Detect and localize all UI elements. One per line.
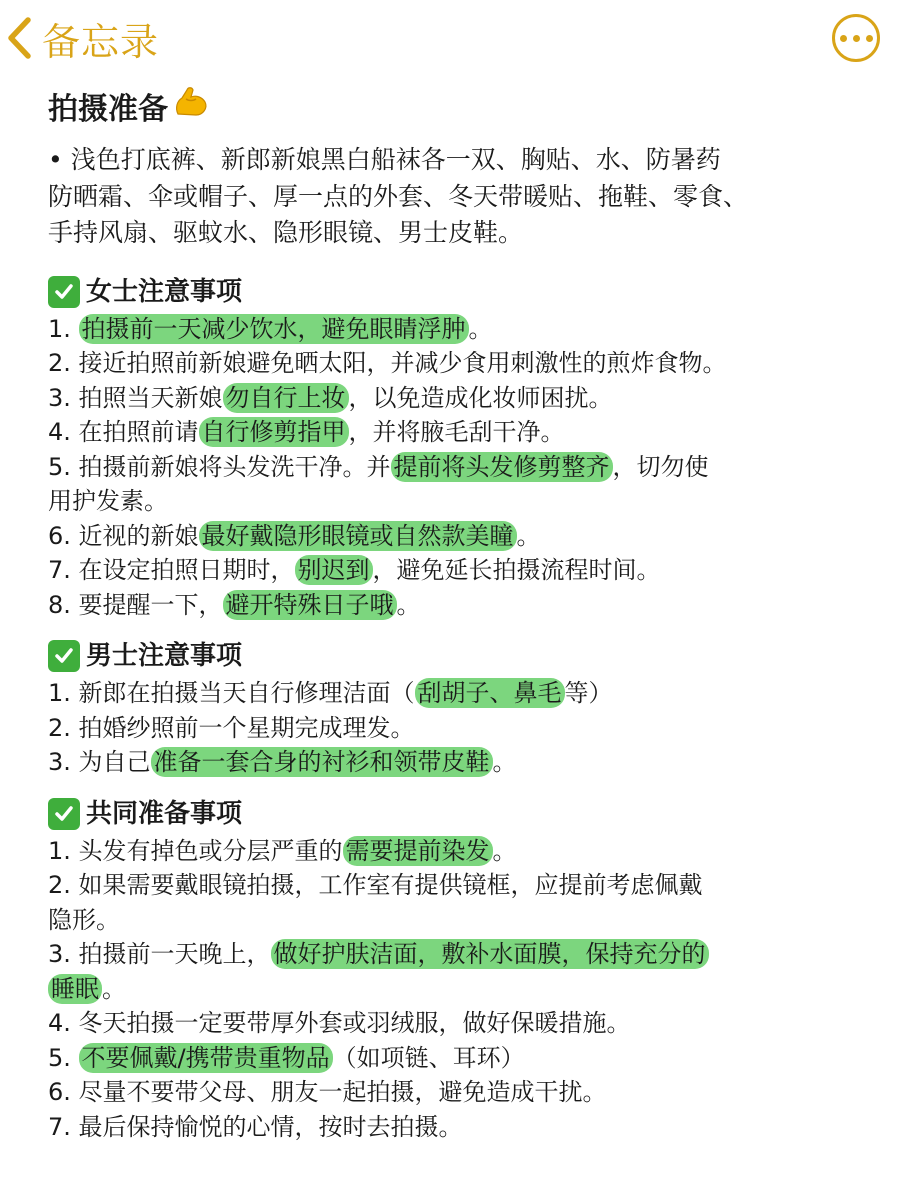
note-title-text: 拍摄准备 [48,92,168,127]
text-segment: 1. 新郎在拍摄当天自行修理洁面（ [48,679,415,707]
section [48,794,888,1145]
list-item [48,588,888,623]
check-mark-icon [48,798,80,830]
text-segment: 6. 尽量不要带父母、朋友一起拍摄，避免造成干扰。 [48,1078,607,1106]
list-item [48,903,888,938]
list-item [48,868,888,903]
highlighted-text: 刮胡子、鼻毛 [415,678,565,708]
section-heading-text: 共同准备事项 [86,798,243,829]
text-segment: ，避免延长拍摄流程时间。 [372,556,661,584]
list-item [48,1006,888,1041]
section-heading [48,272,888,312]
intro-line: 防晒霜、伞或帽子、厚一点的外套、冬天带暖贴、拖鞋、零食、 [48,181,749,211]
highlighted-text: 拍摄前一天减少饮水，避免眼睛浮肿 [79,314,469,344]
text-segment: 3. 拍摄前一天晚上， [48,940,271,968]
highlighted-text: 提前将头发修剪整齐 [391,452,613,482]
back-button[interactable] [6,14,159,62]
text-segment: 6. 近视的新娘 [48,521,199,550]
highlighted-text: 勿自行上妆 [223,383,349,413]
intro-paragraph [48,142,888,252]
intro-line: 手持风扇、驱蚊水、隐形眼镜、男士皮鞋。 [48,218,524,247]
section-list [48,312,888,623]
text-segment: 。 [396,590,421,619]
text-segment: ，以免造成化妆师困扰。 [348,383,613,412]
text-segment: 。 [102,974,126,1003]
list-item [48,1041,888,1076]
list-item [48,450,888,485]
text-segment: 4. 冬天拍摄一定要带厚外套或羽绒服，做好保暖措施。 [48,1009,631,1037]
note-title [48,84,888,136]
check-mark-icon [48,276,80,308]
list-item [48,711,888,746]
highlighted-text: 不要佩戴/携带贵重物品 [79,1043,333,1073]
list-item [48,937,888,972]
section [48,636,888,780]
section [48,272,888,623]
note-content [48,84,888,1144]
highlighted-text: 别迟到 [295,555,373,585]
highlighted-text: 准备一套合身的衬衫和领带皮鞋 [151,747,493,777]
text-segment: 7. 最后保持愉悦的心情，按时去拍摄。 [48,1112,463,1141]
highlighted-text: 做好护肤洁面，敷补水面膜，保持充分的 [271,939,709,969]
section-heading [48,794,888,834]
text-segment: 4. 在拍照前请 [48,418,199,446]
text-segment: 3. 为自己 [48,748,151,776]
text-segment: 2. 如果需要戴眼镜拍摄，工作室有提供镜框，应提前考虑佩戴 [48,871,703,899]
list-item [48,745,888,780]
text-segment: 1. 头发有掉色或分层严重的 [48,836,343,865]
highlighted-text: 最好戴隐形眼镜或自然款美瞳 [199,521,517,551]
highlighted-text: 需要提前染发 [343,836,493,866]
section-list [48,676,888,780]
text-segment: 。 [492,836,517,865]
text-segment: 。 [468,314,493,343]
text-segment: 1. [48,314,79,343]
more-options-button[interactable] [832,14,880,62]
text-segment: 用护发素。 [48,487,168,515]
dot [866,35,873,42]
text-segment: 7. 在设定拍照日期时， [48,556,295,584]
list-item [48,415,888,450]
list-item [48,484,888,519]
text-segment: 2. 拍婚纱照前一个星期完成理发。 [48,713,415,742]
dot [840,35,847,42]
list-item [48,519,888,554]
back-label: 备忘录 [42,19,160,64]
text-segment: 2. 接近拍照前新娘避免晒太阳，并减少食用刺激性的煎炸食物。 [48,349,727,377]
navigation-bar [0,0,900,80]
text-segment: （如项链、耳环） [332,1043,525,1072]
intro-line: • 浅色打底裤、新郎新娘黑白船袜各一双、胸贴、水、防暑药 [48,145,721,174]
text-segment: 等） [564,679,613,707]
section-heading [48,636,888,676]
highlighted-text: 睡眠 [48,974,102,1004]
text-segment: 隐形。 [48,905,120,934]
dot [853,35,860,42]
flexed-biceps-icon [172,83,210,138]
list-item [48,676,888,711]
list-item [48,381,888,416]
text-segment: 。 [516,521,541,550]
list-item [48,312,888,347]
text-segment: 3. 拍照当天新娘 [48,383,223,412]
highlighted-text: 避开特殊日子哦 [223,590,397,620]
highlighted-text: 自行修剪指甲 [199,417,349,447]
list-item [48,972,888,1007]
list-item [48,553,888,588]
list-item [48,1075,888,1110]
section-list [48,834,888,1145]
text-segment: 。 [492,748,517,776]
text-segment: 8. 要提醒一下， [48,590,223,619]
list-item [48,834,888,869]
list-item [48,346,888,381]
check-mark-icon [48,640,80,672]
chevron-left-icon [6,16,32,60]
text-segment: ，切勿使 [612,452,709,481]
section-heading-text: 女士注意事项 [86,276,243,307]
text-segment: 5. [48,1043,79,1072]
list-item [48,1110,888,1145]
section-heading-text: 男士注意事项 [86,641,243,671]
text-segment: ，并将腋毛刮干净。 [348,418,565,446]
text-segment: 5. 拍摄前新娘将头发洗干净。并 [48,452,391,481]
